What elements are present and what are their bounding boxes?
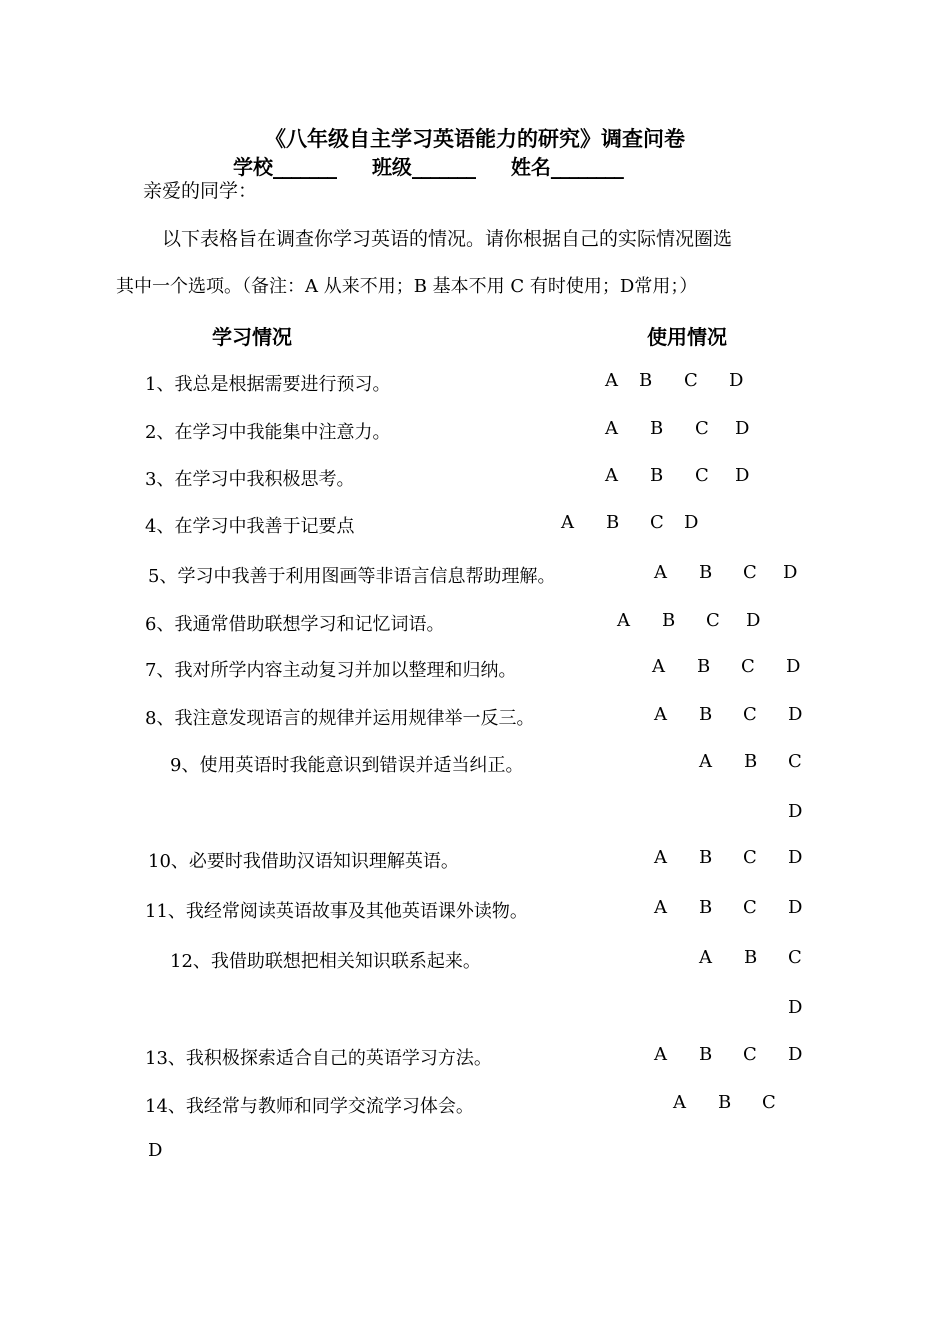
option-d[interactable]: D [788, 1044, 803, 1065]
question-13: 13、我积极探索适合自己的英语学习方法。 [145, 1048, 492, 1069]
option-c[interactable]: C [695, 418, 709, 439]
option-a[interactable]: A [654, 1044, 667, 1065]
option-a[interactable]: A [617, 610, 630, 631]
option-a[interactable]: A [654, 562, 667, 583]
option-d[interactable]: D [788, 847, 803, 868]
greeting: 亲爱的同学： [143, 180, 258, 202]
option-c[interactable]: C [706, 610, 720, 631]
option-c[interactable]: C [695, 465, 709, 486]
question-8: 8、我注意发现语言的规律并运用规律举一反三。 [145, 708, 535, 729]
question-9: 9、使用英语时我能意识到错误并适当纠正。 [170, 755, 524, 776]
option-a[interactable]: A [561, 512, 574, 533]
option-c[interactable]: C [743, 1044, 757, 1065]
option-d[interactable]: D [788, 997, 803, 1018]
option-d[interactable]: D [735, 465, 750, 486]
option-c[interactable]: C [743, 704, 757, 725]
option-b[interactable]: B [639, 370, 653, 391]
option-c[interactable]: C [743, 847, 757, 868]
option-b[interactable]: B [699, 847, 713, 868]
student-info-line [233, 151, 623, 180]
option-b[interactable]: B [699, 562, 713, 583]
option-b[interactable]: B [699, 897, 713, 918]
option-d[interactable]: D [783, 562, 798, 583]
option-b[interactable]: B [650, 418, 664, 439]
option-a[interactable]: A [605, 465, 618, 486]
option-b[interactable]: B [718, 1092, 732, 1113]
option-d[interactable]: D [684, 512, 699, 533]
option-a[interactable]: A [652, 656, 665, 677]
option-b[interactable]: B [744, 751, 758, 772]
class-label: 班级 [371, 155, 412, 179]
option-a[interactable]: A [654, 897, 667, 918]
option-c[interactable]: C [743, 562, 757, 583]
option-d[interactable]: D [735, 418, 750, 439]
question-14: 14、我经常与教师和同学交流学习体会。 [145, 1096, 474, 1117]
option-b[interactable]: B [699, 704, 713, 725]
column-header-study: 学习情况 [212, 325, 292, 349]
option-a[interactable]: A [699, 751, 712, 772]
option-d[interactable]: D [788, 704, 803, 725]
option-c[interactable]: C [741, 656, 755, 677]
name-blank: ________ [550, 155, 623, 179]
option-d[interactable]: D [746, 610, 761, 631]
question-5: 5、学习中我善于利用图画等非语言信息帮助理解。 [148, 566, 556, 587]
option-b[interactable]: B [662, 610, 676, 631]
option-b[interactable]: B [699, 1044, 713, 1065]
question-11: 11、我经常阅读英语故事及其他英语课外读物。 [145, 901, 528, 922]
option-d[interactable]: D [148, 1140, 163, 1161]
question-10: 10、必要时我借助汉语知识理解英语。 [148, 851, 459, 872]
name-label: 姓名 [510, 155, 551, 179]
question-4: 4、在学习中我善于记要点 [145, 516, 355, 537]
intro-line-1: 以下表格旨在调查你学习英语的情况。请你根据自己的实际情况圈选 [162, 228, 733, 250]
option-a[interactable]: A [605, 370, 618, 391]
option-c[interactable]: C [788, 751, 802, 772]
option-a[interactable]: A [673, 1092, 686, 1113]
school-blank: _______ [273, 155, 336, 179]
option-a[interactable]: A [605, 418, 618, 439]
question-3: 3、在学习中我积极思考。 [145, 469, 355, 490]
question-7: 7、我对所学内容主动复习并加以整理和归纳。 [145, 660, 517, 681]
option-a[interactable]: A [654, 847, 667, 868]
class-blank: _______ [411, 155, 475, 179]
question-2: 2、在学习中我能集中注意力。 [145, 422, 391, 443]
intro-line-2: 其中一个选项。（备注：A 从来不用；B 基本不用 C 有时使用；D常用；） [116, 276, 698, 297]
option-c[interactable]: C [762, 1092, 776, 1113]
option-a[interactable]: A [654, 704, 667, 725]
option-a[interactable]: A [699, 947, 712, 968]
option-d[interactable]: D [786, 656, 801, 677]
option-d[interactable]: D [788, 801, 803, 822]
option-c[interactable]: C [743, 897, 757, 918]
school-label: 学校 [233, 155, 273, 179]
option-b[interactable]: B [697, 656, 711, 677]
document-title: 《八年级自主学习英语能力的研究》调查问卷 [265, 127, 685, 151]
question-6: 6、我通常借助联想学习和记忆词语。 [145, 614, 445, 635]
option-b[interactable]: B [650, 465, 664, 486]
option-c[interactable]: C [684, 370, 698, 391]
question-12: 12、我借助联想把相关知识联系起来。 [170, 951, 481, 972]
column-header-usage: 使用情况 [647, 325, 727, 349]
option-d[interactable]: D [788, 897, 803, 918]
option-b[interactable]: B [744, 947, 758, 968]
option-c[interactable]: C [788, 947, 802, 968]
question-1: 1、我总是根据需要进行预习。 [145, 374, 391, 395]
option-c[interactable]: C [650, 512, 664, 533]
option-d[interactable]: D [729, 370, 744, 391]
option-b[interactable]: B [606, 512, 620, 533]
